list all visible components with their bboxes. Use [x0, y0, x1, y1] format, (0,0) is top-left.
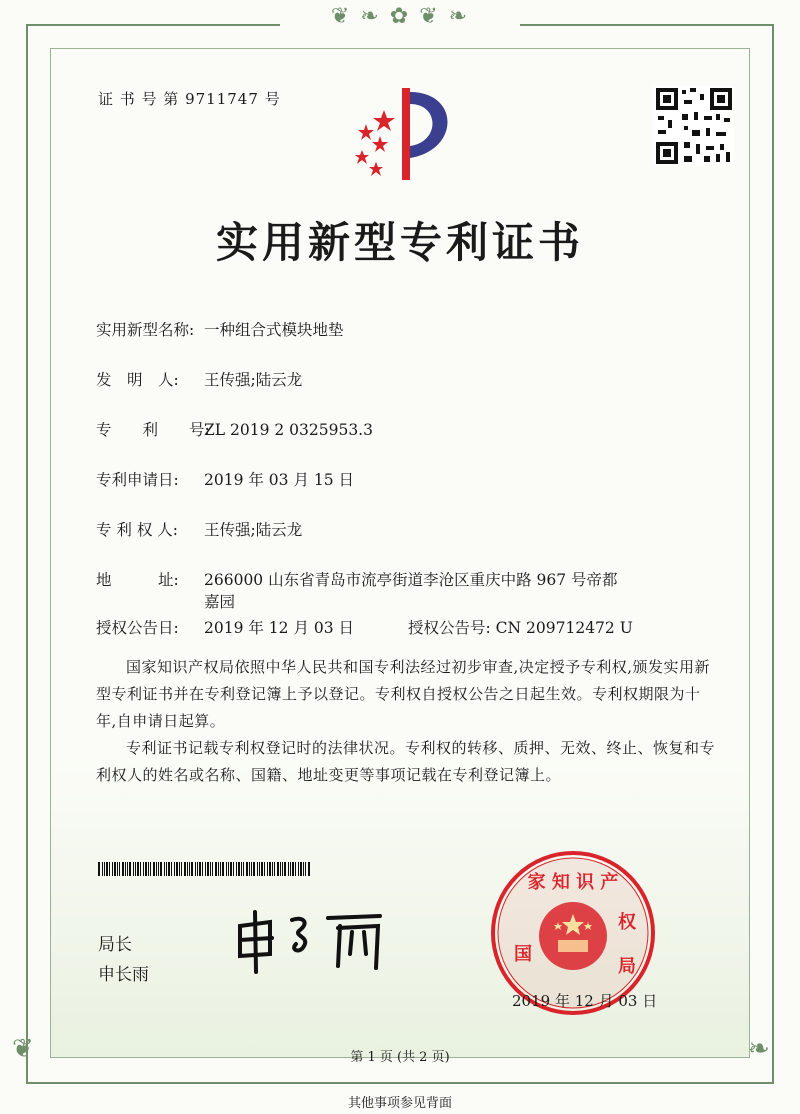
footer-note: 其他事项参见背面	[347, 1096, 452, 1111]
qr-code-icon	[654, 86, 734, 166]
top-ornament-icon: ❦ ❧ ✿ ❦ ❧	[280, 4, 520, 44]
patentee: 专 利 权 人: 王传强;陆云龙	[96, 521, 303, 539]
official-title: 局长	[98, 935, 132, 955]
body-paragraph-1: 国家知识产权局依照中华人民共和国专利法经过初步审查,决定授予专利权,颁发实用新型专利证书并在专利登记簿上予以登记。专利权自授权公告之日起生效。专利权期限为十年,自申请日起算。	[96, 658, 711, 730]
cnipa-logo-icon	[340, 80, 460, 190]
seal-date: 2019 年 12 月 03 日	[512, 992, 658, 1010]
svg-text:局: 局	[618, 956, 636, 977]
filing-date: 专利申请日: 2019 年 03 月 15 日	[96, 471, 355, 489]
inventor: 发 明 人: 王传强;陆云龙	[96, 371, 303, 389]
grant-number: 授权公告号: CN 209712472 U	[408, 619, 633, 637]
address-line-2: 嘉园	[204, 593, 236, 611]
certificate-title: 实用新型专利证书	[215, 218, 584, 267]
certificate-number: 证 书 号 第 9711747 号	[98, 90, 281, 108]
svg-text:家 知 识 产: 家 知 识 产	[527, 872, 619, 893]
barcode-icon	[98, 862, 310, 876]
svg-text:权: 权	[618, 912, 636, 933]
grant-date: 授权公告日: 2019 年 12 月 03 日	[96, 619, 355, 637]
official-name: 申长雨	[98, 965, 149, 985]
page-number: 第 1 页 (共 2 页)	[350, 1050, 450, 1065]
patent-number: 专 利 号:ZL 2019 2 0325953.3	[96, 421, 373, 439]
corner-ornament-icon: ❧	[748, 1034, 770, 1064]
utility-model-name: 实用新型名称: 一种组合式模块地垫	[96, 321, 344, 339]
svg-text:国: 国	[514, 944, 532, 965]
body-paragraph-2: 专利证书记载专利权登记时的法律状况。专利权的转移、质押、无效、终止、恢复和专利权人的姓名或名称、国籍、地址变更等事项记载在专利登记簿上。	[96, 739, 716, 784]
address: 地 址: 266000 山东省青岛市流亭街道李沧区重庆中路 967 号帝都	[96, 571, 618, 589]
signature-icon	[230, 906, 400, 976]
corner-ornament-icon: ❦	[12, 1034, 34, 1064]
